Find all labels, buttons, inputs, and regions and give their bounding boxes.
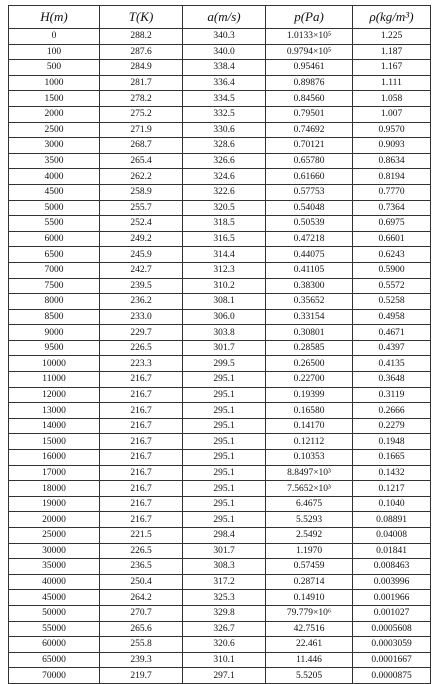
- density-cell: 0.1948: [353, 434, 431, 450]
- temperature-cell: 255.7: [100, 200, 183, 216]
- table-header: [9, 6, 431, 29]
- table-row: [9, 574, 431, 590]
- table-row: [9, 309, 431, 325]
- temperature-cell: 216.7: [100, 372, 183, 388]
- pressure-cell: 22.461: [266, 637, 353, 653]
- speed-of-sound-cell: 328.6: [183, 138, 266, 154]
- table-row: [9, 434, 431, 450]
- header-speed-of-sound: a(m/s): [183, 6, 266, 29]
- density-cell: 0.7364: [353, 200, 431, 216]
- density-cell: 1.058: [353, 91, 431, 107]
- density-cell: 0.8634: [353, 153, 431, 169]
- table-row: [9, 340, 431, 356]
- altitude-cell: 10000: [9, 356, 100, 372]
- density-cell: 0.1432: [353, 465, 431, 481]
- altitude-cell: 12000: [9, 387, 100, 403]
- table-row: [9, 387, 431, 403]
- pressure-cell: 5.5293: [266, 512, 353, 528]
- temperature-cell: 255.8: [100, 637, 183, 653]
- table-row: [9, 106, 431, 122]
- density-cell: 1.111: [353, 75, 431, 91]
- table-row: [9, 450, 431, 466]
- density-cell: 0.0003059: [353, 637, 431, 653]
- altitude-cell: 1500: [9, 91, 100, 107]
- temperature-cell: 236.5: [100, 559, 183, 575]
- speed-of-sound-cell: 310.1: [183, 652, 266, 668]
- speed-of-sound-cell: 326.7: [183, 621, 266, 637]
- pressure-cell: 0.28714: [266, 574, 353, 590]
- table-row: [9, 543, 431, 559]
- temperature-cell: 233.0: [100, 309, 183, 325]
- altitude-cell: 7000: [9, 262, 100, 278]
- table-row: [9, 184, 431, 200]
- pressure-cell: 6.4675: [266, 496, 353, 512]
- table-row: [9, 637, 431, 653]
- speed-of-sound-cell: 301.7: [183, 340, 266, 356]
- density-cell: 0.6243: [353, 247, 431, 263]
- altitude-cell: 6000: [9, 231, 100, 247]
- density-cell: 0.4397: [353, 340, 431, 356]
- speed-of-sound-cell: 295.1: [183, 434, 266, 450]
- temperature-cell: 229.7: [100, 325, 183, 341]
- temperature-cell: 278.2: [100, 91, 183, 107]
- header-density: ρ(kg/m³): [353, 6, 431, 29]
- speed-of-sound-cell: 308.3: [183, 559, 266, 575]
- density-cell: 0.9093: [353, 138, 431, 154]
- pressure-cell: 7.5652×10³: [266, 481, 353, 497]
- pressure-cell: 0.65780: [266, 153, 353, 169]
- pressure-cell: 0.9794×10⁵: [266, 44, 353, 60]
- altitude-cell: 6500: [9, 247, 100, 263]
- table-row: [9, 418, 431, 434]
- temperature-cell: 258.9: [100, 184, 183, 200]
- density-cell: 0.04008: [353, 528, 431, 544]
- altitude-cell: 40000: [9, 574, 100, 590]
- pressure-cell: 0.41105: [266, 262, 353, 278]
- temperature-cell: 265.4: [100, 153, 183, 169]
- pressure-cell: 0.74692: [266, 122, 353, 138]
- pressure-cell: 0.19399: [266, 387, 353, 403]
- density-cell: 0.008463: [353, 559, 431, 575]
- speed-of-sound-cell: 306.0: [183, 309, 266, 325]
- speed-of-sound-cell: 318.5: [183, 216, 266, 232]
- speed-of-sound-cell: 295.1: [183, 387, 266, 403]
- temperature-cell: 216.7: [100, 512, 183, 528]
- density-cell: 0.0001667: [353, 652, 431, 668]
- speed-of-sound-cell: 340.0: [183, 44, 266, 60]
- table-row: [9, 44, 431, 60]
- temperature-cell: 226.5: [100, 543, 183, 559]
- temperature-cell: 287.6: [100, 44, 183, 60]
- table-row: [9, 294, 431, 310]
- altitude-cell: 18000: [9, 481, 100, 497]
- pressure-cell: 0.79501: [266, 106, 353, 122]
- speed-of-sound-cell: 336.4: [183, 75, 266, 91]
- temperature-cell: 275.2: [100, 106, 183, 122]
- speed-of-sound-cell: 314.4: [183, 247, 266, 263]
- temperature-cell: 216.7: [100, 465, 183, 481]
- altitude-cell: 65000: [9, 652, 100, 668]
- pressure-cell: 0.30801: [266, 325, 353, 341]
- density-cell: 0.5258: [353, 294, 431, 310]
- pressure-cell: 0.50539: [266, 216, 353, 232]
- temperature-cell: 249.2: [100, 231, 183, 247]
- temperature-cell: 216.7: [100, 496, 183, 512]
- speed-of-sound-cell: 332.5: [183, 106, 266, 122]
- density-cell: 0.003996: [353, 574, 431, 590]
- table-row: [9, 60, 431, 76]
- altitude-cell: 4000: [9, 169, 100, 185]
- pressure-cell: 0.54048: [266, 200, 353, 216]
- pressure-cell: 0.44075: [266, 247, 353, 263]
- temperature-cell: 216.7: [100, 403, 183, 419]
- pressure-cell: 5.5205: [266, 668, 353, 684]
- speed-of-sound-cell: 329.8: [183, 605, 266, 621]
- pressure-cell: 0.84560: [266, 91, 353, 107]
- density-cell: 0.9570: [353, 122, 431, 138]
- altitude-cell: 4500: [9, 184, 100, 200]
- density-cell: 0.001027: [353, 605, 431, 621]
- altitude-cell: 15000: [9, 434, 100, 450]
- speed-of-sound-cell: 295.1: [183, 465, 266, 481]
- density-cell: 0.5900: [353, 262, 431, 278]
- density-cell: 0.0005608: [353, 621, 431, 637]
- density-cell: 0.1665: [353, 450, 431, 466]
- altitude-cell: 30000: [9, 543, 100, 559]
- table-row: [9, 262, 431, 278]
- altitude-cell: 50000: [9, 605, 100, 621]
- temperature-cell: 221.5: [100, 528, 183, 544]
- table-row: [9, 122, 431, 138]
- table-row: [9, 91, 431, 107]
- pressure-cell: 2.5492: [266, 528, 353, 544]
- density-cell: 0.0000875: [353, 668, 431, 684]
- temperature-cell: 250.4: [100, 574, 183, 590]
- temperature-cell: 264.2: [100, 590, 183, 606]
- pressure-cell: 0.26500: [266, 356, 353, 372]
- pressure-cell: 0.89876: [266, 75, 353, 91]
- altitude-cell: 5000: [9, 200, 100, 216]
- density-cell: 0.6975: [353, 216, 431, 232]
- speed-of-sound-cell: 303.8: [183, 325, 266, 341]
- temperature-cell: 239.3: [100, 652, 183, 668]
- speed-of-sound-cell: 320.5: [183, 200, 266, 216]
- temperature-cell: 245.9: [100, 247, 183, 263]
- altitude-cell: 19000: [9, 496, 100, 512]
- table-row: [9, 231, 431, 247]
- table-row: [9, 356, 431, 372]
- speed-of-sound-cell: 295.1: [183, 418, 266, 434]
- density-cell: 0.4958: [353, 309, 431, 325]
- altitude-cell: 16000: [9, 450, 100, 466]
- temperature-cell: 252.4: [100, 216, 183, 232]
- pressure-cell: 0.14910: [266, 590, 353, 606]
- table-row: [9, 169, 431, 185]
- density-cell: 0.08891: [353, 512, 431, 528]
- table-row: [9, 200, 431, 216]
- temperature-cell: 216.7: [100, 450, 183, 466]
- pressure-cell: 0.95461: [266, 60, 353, 76]
- table-row: [9, 652, 431, 668]
- table-row: [9, 403, 431, 419]
- pressure-cell: 0.57459: [266, 559, 353, 575]
- table-row: [9, 590, 431, 606]
- speed-of-sound-cell: 298.4: [183, 528, 266, 544]
- speed-of-sound-cell: 295.1: [183, 372, 266, 388]
- pressure-cell: 1.0133×10⁵: [266, 29, 353, 45]
- header-temperature: T(K): [100, 6, 183, 29]
- altitude-cell: 100: [9, 44, 100, 60]
- temperature-cell: 281.7: [100, 75, 183, 91]
- speed-of-sound-cell: 312.3: [183, 262, 266, 278]
- speed-of-sound-cell: 330.6: [183, 122, 266, 138]
- temperature-cell: 242.7: [100, 262, 183, 278]
- pressure-cell: 0.16580: [266, 403, 353, 419]
- temperature-cell: 216.7: [100, 481, 183, 497]
- altitude-cell: 45000: [9, 590, 100, 606]
- altitude-cell: 35000: [9, 559, 100, 575]
- table-row: [9, 559, 431, 575]
- temperature-cell: 270.7: [100, 605, 183, 621]
- pressure-cell: 0.47218: [266, 231, 353, 247]
- header-altitude: H(m): [9, 6, 100, 29]
- altitude-cell: 60000: [9, 637, 100, 653]
- altitude-cell: 3500: [9, 153, 100, 169]
- temperature-cell: 265.6: [100, 621, 183, 637]
- density-cell: 0.2666: [353, 403, 431, 419]
- density-cell: 0.1217: [353, 481, 431, 497]
- table-row: [9, 138, 431, 154]
- pressure-cell: 0.12112: [266, 434, 353, 450]
- speed-of-sound-cell: 310.2: [183, 278, 266, 294]
- pressure-cell: 0.28585: [266, 340, 353, 356]
- speed-of-sound-cell: 320.6: [183, 637, 266, 653]
- table-row: [9, 247, 431, 263]
- altitude-cell: 8500: [9, 309, 100, 325]
- altitude-cell: 11000: [9, 372, 100, 388]
- density-cell: 0.8194: [353, 169, 431, 185]
- density-cell: 1.225: [353, 29, 431, 45]
- pressure-cell: 0.14170: [266, 418, 353, 434]
- temperature-cell: 226.5: [100, 340, 183, 356]
- pressure-cell: 0.70121: [266, 138, 353, 154]
- altitude-cell: 2500: [9, 122, 100, 138]
- altitude-cell: 7500: [9, 278, 100, 294]
- temperature-cell: 288.2: [100, 29, 183, 45]
- table-row: [9, 481, 431, 497]
- speed-of-sound-cell: 325.3: [183, 590, 266, 606]
- speed-of-sound-cell: 334.5: [183, 91, 266, 107]
- pressure-cell: 1.1970: [266, 543, 353, 559]
- altitude-cell: 13000: [9, 403, 100, 419]
- temperature-cell: 216.7: [100, 387, 183, 403]
- temperature-cell: 216.7: [100, 434, 183, 450]
- table-row: [9, 372, 431, 388]
- table-row: [9, 528, 431, 544]
- altitude-cell: 2000: [9, 106, 100, 122]
- altitude-cell: 0: [9, 29, 100, 45]
- density-cell: 0.7770: [353, 184, 431, 200]
- atmosphere-table-container: [8, 5, 430, 684]
- speed-of-sound-cell: 295.1: [183, 481, 266, 497]
- altitude-cell: 17000: [9, 465, 100, 481]
- density-cell: 0.3648: [353, 372, 431, 388]
- pressure-cell: 0.38300: [266, 278, 353, 294]
- altitude-cell: 55000: [9, 621, 100, 637]
- speed-of-sound-cell: 326.6: [183, 153, 266, 169]
- density-cell: 0.001966: [353, 590, 431, 606]
- altitude-cell: 5500: [9, 216, 100, 232]
- speed-of-sound-cell: 340.3: [183, 29, 266, 45]
- speed-of-sound-cell: 295.1: [183, 450, 266, 466]
- density-cell: 1.187: [353, 44, 431, 60]
- density-cell: 0.6601: [353, 231, 431, 247]
- altitude-cell: 500: [9, 60, 100, 76]
- table-row: [9, 465, 431, 481]
- table-row: [9, 668, 431, 684]
- altitude-cell: 14000: [9, 418, 100, 434]
- speed-of-sound-cell: 317.2: [183, 574, 266, 590]
- pressure-cell: 0.10353: [266, 450, 353, 466]
- table-row: [9, 75, 431, 91]
- temperature-cell: 216.7: [100, 418, 183, 434]
- speed-of-sound-cell: 322.6: [183, 184, 266, 200]
- pressure-cell: 42.7516: [266, 621, 353, 637]
- pressure-cell: 0.61660: [266, 169, 353, 185]
- table-row: [9, 496, 431, 512]
- temperature-cell: 219.7: [100, 668, 183, 684]
- speed-of-sound-cell: 295.1: [183, 403, 266, 419]
- header-row: [9, 6, 431, 29]
- pressure-cell: 0.33154: [266, 309, 353, 325]
- altitude-cell: 9000: [9, 325, 100, 341]
- pressure-cell: 8.8497×10³: [266, 465, 353, 481]
- temperature-cell: 223.3: [100, 356, 183, 372]
- density-cell: 0.4671: [353, 325, 431, 341]
- temperature-cell: 268.7: [100, 138, 183, 154]
- altitude-cell: 25000: [9, 528, 100, 544]
- density-cell: 0.2279: [353, 418, 431, 434]
- temperature-cell: 239.5: [100, 278, 183, 294]
- table-row: [9, 29, 431, 45]
- header-pressure: p(Pa): [266, 6, 353, 29]
- density-cell: 1.007: [353, 106, 431, 122]
- altitude-cell: 8000: [9, 294, 100, 310]
- table-row: [9, 278, 431, 294]
- speed-of-sound-cell: 308.1: [183, 294, 266, 310]
- speed-of-sound-cell: 299.5: [183, 356, 266, 372]
- temperature-cell: 262.2: [100, 169, 183, 185]
- temperature-cell: 271.9: [100, 122, 183, 138]
- speed-of-sound-cell: 295.1: [183, 512, 266, 528]
- table-row: [9, 621, 431, 637]
- altitude-cell: 9500: [9, 340, 100, 356]
- speed-of-sound-cell: 338.4: [183, 60, 266, 76]
- pressure-cell: 0.22700: [266, 372, 353, 388]
- pressure-cell: 0.57753: [266, 184, 353, 200]
- standard-atmosphere-table: [8, 5, 431, 684]
- pressure-cell: 79.779×10⁶: [266, 605, 353, 621]
- table-row: [9, 605, 431, 621]
- altitude-cell: 3000: [9, 138, 100, 154]
- altitude-cell: 70000: [9, 668, 100, 684]
- table-row: [9, 153, 431, 169]
- table-row: [9, 325, 431, 341]
- temperature-cell: 284.9: [100, 60, 183, 76]
- density-cell: 0.5572: [353, 278, 431, 294]
- speed-of-sound-cell: 297.1: [183, 668, 266, 684]
- temperature-cell: 236.2: [100, 294, 183, 310]
- density-cell: 0.1040: [353, 496, 431, 512]
- speed-of-sound-cell: 316.5: [183, 231, 266, 247]
- altitude-cell: 1000: [9, 75, 100, 91]
- altitude-cell: 20000: [9, 512, 100, 528]
- density-cell: 0.01841: [353, 543, 431, 559]
- pressure-cell: 11.446: [266, 652, 353, 668]
- pressure-cell: 0.35652: [266, 294, 353, 310]
- table-body: [9, 29, 431, 684]
- density-cell: 0.4135: [353, 356, 431, 372]
- table-row: [9, 512, 431, 528]
- speed-of-sound-cell: 324.6: [183, 169, 266, 185]
- density-cell: 1.167: [353, 60, 431, 76]
- density-cell: 0.3119: [353, 387, 431, 403]
- table-row: [9, 216, 431, 232]
- speed-of-sound-cell: 301.7: [183, 543, 266, 559]
- speed-of-sound-cell: 295.1: [183, 496, 266, 512]
